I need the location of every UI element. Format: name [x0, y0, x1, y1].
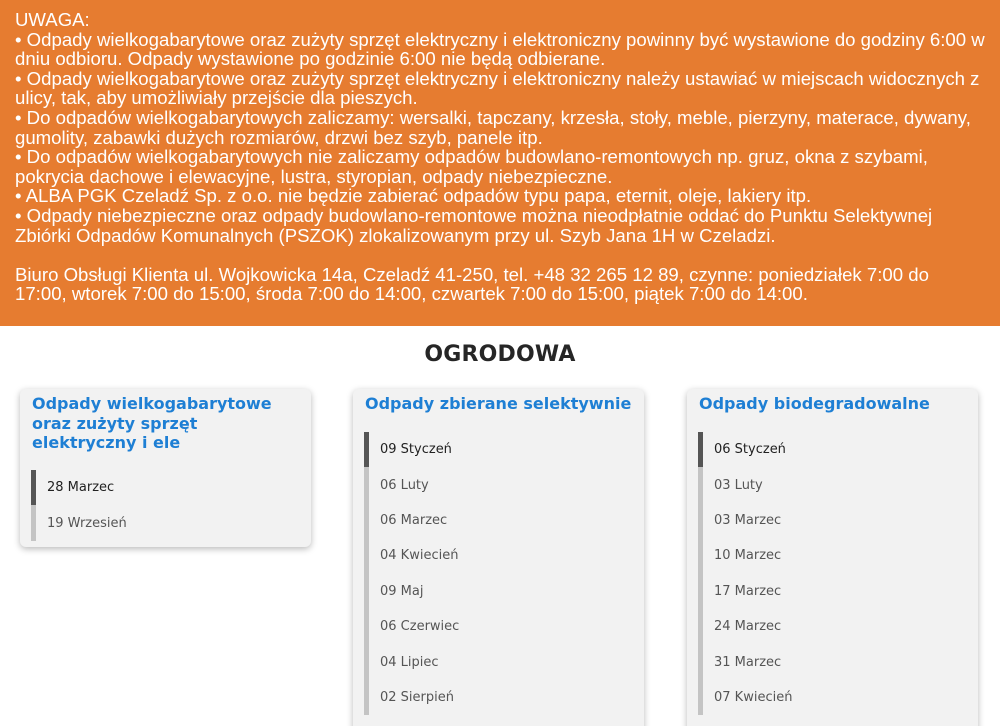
notice-heading: UWAGA: — [15, 9, 90, 30]
date-item: 04 Kwiecień — [364, 538, 634, 573]
date-item: 10 Marzec — [698, 538, 968, 573]
notice-banner — [0, 0, 1000, 326]
notice-item: • ALBA PGK Czeladź Sp. z o.o. nie będzie zabierać odpadów typu papa, eternit, oleje, lakiery itp. — [15, 185, 812, 207]
date-item: 06 Marzec — [364, 503, 634, 538]
date-list — [698, 432, 968, 715]
notice-item: • Do odpadów wielkogabarytowych nie zaliczamy odpadów budowlano-remontowych np. gruz, okna z szybami, pokrycia dachowe i elewacyjne, lustra, styropian, odpady niebezpieczne. — [15, 146, 928, 187]
date-item: 19 Wrzesień — [31, 505, 301, 540]
date-item: 28 Marzec — [31, 470, 301, 505]
date-item: 31 Marzec — [698, 644, 968, 679]
street-name: OGRODOWA — [424, 342, 576, 367]
notice-item: • Do odpadów wielkogabarytowych zaliczamy: wersalki, tapczany, krzesła, stoły, meble, pierzyny, materace, dywany, gumolity, zabawki dużych rozmiarów, drzwi bez szyb, panele itp. — [15, 106, 971, 148]
office-hours: Biuro Obsługi Klienta ul. Wojkowicka 14a, Czeladź 41-250, tel. +48 32 265 12 89, czynne: poniedziałek 7:00 do 17:00, wtorek 7:00 do 15:00, środa 7:00 do 14:00, czwartek 7:00 do 15:00, piątek 7:00 do 14:00. — [15, 263, 929, 305]
date-item: 03 Luty — [698, 467, 968, 502]
date-item: 09 Styczeń — [364, 432, 634, 467]
date-item: 17 Marzec — [698, 574, 968, 609]
date-item: 06 Luty — [364, 467, 634, 502]
date-item: 03 Marzec — [698, 503, 968, 538]
date-item: 24 Marzec — [698, 609, 968, 644]
date-item: 06 Styczeń — [698, 432, 968, 467]
schedule-card-selective-waste — [353, 389, 644, 726]
notice-item: • Odpady wielkogabarytowe oraz zużyty sprzęt elektryczny i elektroniczny powinny być wystawione do godziny 6:00 w dniu odbioru. Odpady wystawione po godzinie 6:00 nie będą odbierane. — [15, 28, 985, 70]
date-item: 04 Lipiec — [364, 644, 634, 679]
notice-spacer — [15, 245, 985, 265]
card-title[interactable]: Odpady zbierane selektywnie — [365, 394, 632, 413]
date-item: 07 Kwiecień — [698, 680, 968, 715]
date-list — [364, 432, 634, 715]
card-title[interactable]: Odpady wielkogabarytowe oraz zużyty sprzęt elektryczny i ele — [32, 394, 272, 452]
date-item: 09 Maj — [364, 574, 634, 609]
schedule-card-bulky-waste — [20, 389, 311, 547]
notice-item: • Odpady niebezpieczne oraz odpady budowlano-remontowe można nieodpłatnie oddać do Punktu Selektywnej Zbiórki Odpadów Komunalnych (PSZOK) zlokalizowanym przy ul. Szyb Jana 1H w Czeladzi. — [15, 204, 933, 246]
date-item: 02 Sierpień — [364, 680, 634, 715]
date-list — [31, 470, 301, 541]
notice-item: • Odpady wielkogabarytowe oraz zużyty sprzęt elektryczny i elektroniczny należy ustawiać w miejscach widocznych z ulicy, tak, aby umożliwiały przejście dla pieszych. — [15, 67, 980, 109]
schedule-card-biodegradable-waste — [687, 389, 978, 726]
date-item: 06 Czerwiec — [364, 609, 634, 644]
card-title[interactable]: Odpady biodegradowalne — [699, 394, 930, 413]
